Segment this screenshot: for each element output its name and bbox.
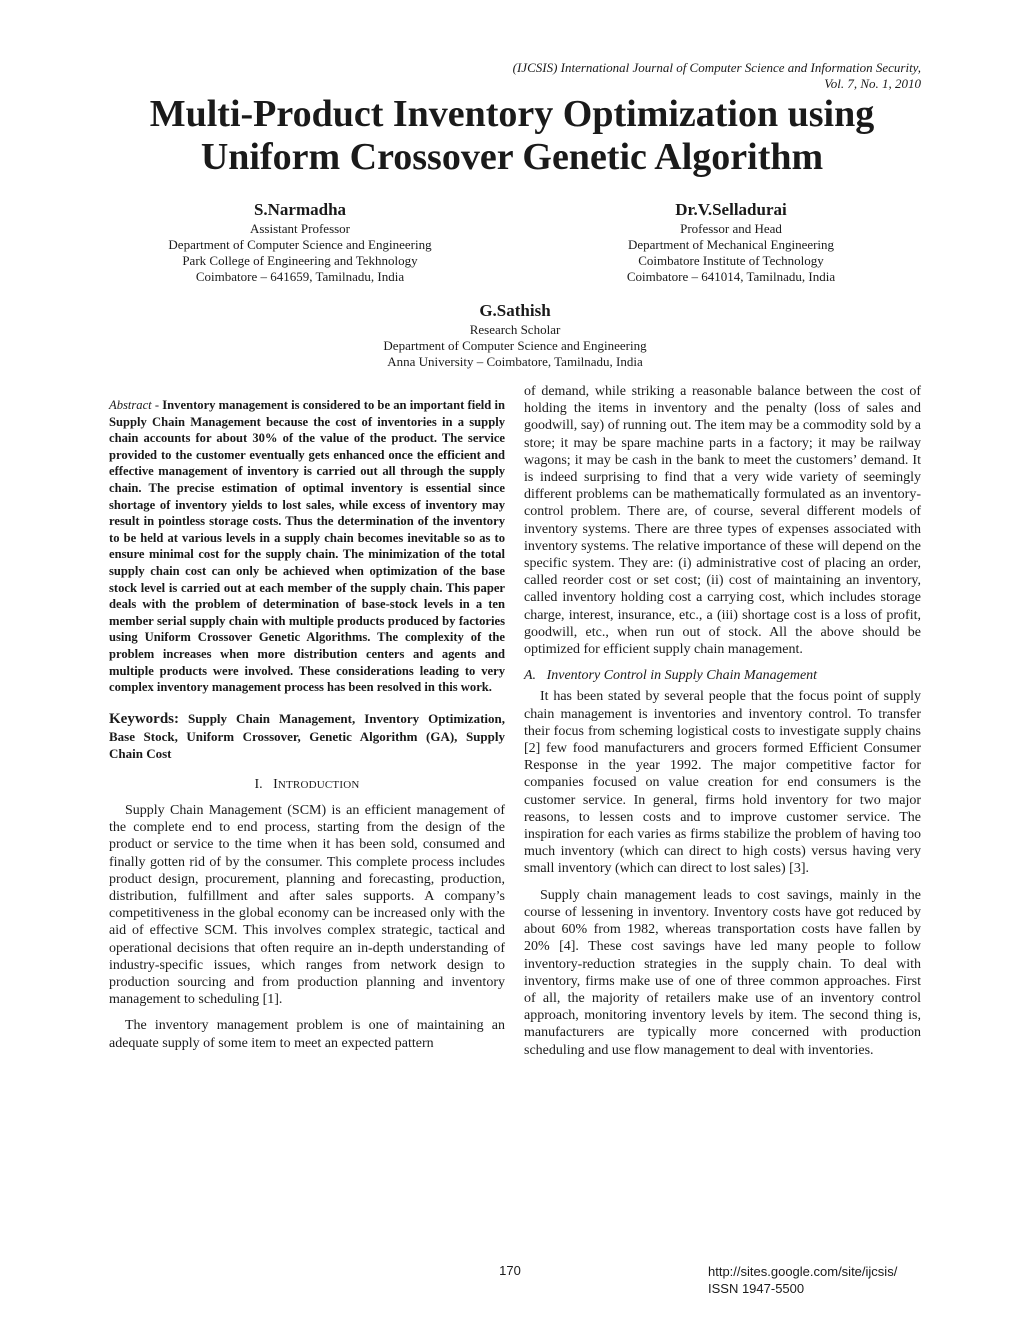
keywords-label: Keywords:	[109, 710, 179, 727]
left-column	[109, 383, 505, 1052]
author-name: Dr.V.Selladurai	[675, 200, 787, 219]
author-position: Professor and Head	[680, 221, 782, 236]
journal-name: (IJCSIS) International Journal of Computer Science and Information Security,	[512, 60, 921, 75]
intro-paragraph-1: Supply Chain Management (SCM) is an efficient management of the complete end to end process, starting from the design of the product or service to the time when it has been sold, consumed and finally gotten rid of by the consumer. This complete process includes product design, procurement, planning and forecasting, production, distribution, fulfillment and after sales supports. A company’s competitiveness in the global economy can be increased only with the aid of effective SCM. This involves complex strategic, tactical and operational decisions that often require an in-depth understanding of industry-specific issues, which ranges from network design to production sourcing and from production planning and inventory management to scheduling [1].	[109, 802, 505, 1008]
intro-paragraph-2: The inventory management problem is one of maintaining an adequate supply of some item to meet an expected pattern	[109, 1018, 505, 1051]
author-name: S.Narmadha	[253, 200, 347, 219]
author-position: Assistant Professor	[249, 221, 351, 236]
author-institution: Park College of Engineering and Tekhnology	[182, 253, 418, 268]
journal-running-head	[321, 60, 921, 92]
subsection-heading-inventory-control	[524, 667, 921, 684]
footer-issn: ISSN 1947-5500	[708, 1281, 805, 1296]
paper-title	[80, 93, 944, 179]
subsection-paragraph-2: Supply chain management leads to cost savings, mainly in the course of lessening in inventory. Inventory costs have got reduced by about 60% from 1982, whereas transportation costs have fallen by 20% [4]. These cost savings have led many people to follow inventory-reduction strategies in the supply chain. To deal with inventory, firms make use of one of three common approaches. First of all, the majority of retailers make use of an inventory control approach, monitoring inventory levels by item. The second thing is, manufacturers are typically more concerned with production scheduling and use flow management to deal with inventories.	[524, 887, 921, 1058]
section-number: I.	[254, 776, 263, 792]
title-line-1: Multi-Product Inventory Optimization using	[149, 93, 875, 135]
author-block-1	[140, 199, 460, 285]
author-address: Coimbatore – 641014, Tamilnadu, India	[626, 269, 836, 284]
keywords-text: Supply Chain Management, Inventory Optimization, Base Stock, Uniform Crossover, Genetic Algorithm (GA), Supply Chain Cost	[109, 710, 506, 761]
subsection-label: A.	[524, 668, 537, 684]
subsection-paragraph-1: It has been stated by several people that the focus point of supply chain management is inventories and inventory control. To transfer their focus from scheming logistical costs to investigate supply chains [2] few food manufacturers and grocers formed Efficient Consumer Response in the year 1992. The major competitive factor for companies focused on value creation for end consumers is the customer service. In general, firms hold inventory for two major reasons, to lessen costs and to improve customer service. The inspiration for each varies as firms stabilize the problem of having too much inventory (which can direct to high costs) versus having very small inventory (which can direct to lost sales) [3].	[524, 689, 921, 877]
abstract-text: Inventory management is considered to be an important field in Supply Chain Management because the cost of inventories in a supply chain accounts for about 30% of the value of the product. The service provided to the customer eventually gets enhanced once the efficient and effective management of inventory is carried out all through the supply chain. The precise estimation of optimal inventory is essential since shortage of inventory yields to lost sales, while excess of inventory may result in pointless storage costs. Thus the determination of the inventory to be held at various levels in a supply chain becomes inevitable so as to ensure minimal cost for the supply chain. The minimization of the total supply chain cost can only be achieved when optimization of the base stock level is carried out at each member of the supply chain. This paper deals with the problem of determination of base-stock levels in a ten member serial supply chain with multiple products produced by factories using Uniform Crossover Genetic Algorithms. The complexity of the problem increases when more distribution centers and agents and multiple products were involved. These considerations leading to very complex inventory management process has been resolved in this work.	[109, 398, 505, 695]
section-heading-introduction	[109, 776, 505, 794]
footer-info	[708, 1263, 928, 1297]
subsection-title: Inventory Control in Supply Chain Management	[546, 668, 818, 684]
author-institution: Anna University – Coimbatore, Tamilnadu, India	[387, 354, 643, 369]
abstract	[109, 397, 505, 696]
keywords	[109, 710, 505, 762]
author-name: G.Sathish	[479, 301, 551, 320]
journal-volume: Vol. 7, No. 1, 2010	[824, 76, 921, 91]
page-number: 170	[499, 1263, 521, 1278]
abstract-label: Abstract -	[109, 398, 160, 412]
author-department: Department of Computer Science and Engineering	[383, 338, 647, 353]
title-line-2: Uniform Crossover Genetic Algorithm	[200, 136, 824, 178]
author-department: Department of Computer Science and Engineering	[168, 237, 432, 252]
intro-paragraph-2-continued: of demand, while striking a reasonable balance between the cost of holding the items in inventory and the penalty (loss of sales and goodwill, say) of running out. The item may be a commodity sold by a store; it may be spare machine parts in a factory; it may be railway wagons; it may be cash in the bank to meet the customers’ demand. It is indeed surprising to find that a very wide variety of seemingly different problems can be mathematically formulated as an inventory-control problem. There are, of course, several different models of inventory systems. There are three types of expenses associated with inventory systems. The relative importance of these will depend on the specific system. They are: (i) administrative cost of placing an order, called reorder cost or set cost; (ii) cost of maintaining an inventory, called inventory holding cost a carrying cost, which includes storage charge, interest, insurance, etc., a (iii) shortage cost is a loss of profit, goodwill, etc., when run out of stock. All the above should be optimized for efficient supply chain management.	[524, 384, 921, 658]
section-title-initial: I	[273, 776, 278, 792]
right-column	[524, 383, 921, 1059]
section-title-rest: NTRODUCTION	[277, 778, 360, 791]
author-block-3	[330, 300, 700, 370]
author-institution: Coimbatore Institute of Technology	[638, 253, 824, 268]
author-position: Research Scholar	[469, 322, 561, 337]
footer-url: http://sites.google.com/site/ijcsis/	[708, 1264, 898, 1279]
author-department: Department of Mechanical Engineering	[627, 237, 835, 252]
author-address: Coimbatore – 641659, Tamilnadu, India	[195, 269, 405, 284]
author-block-2	[586, 199, 876, 285]
